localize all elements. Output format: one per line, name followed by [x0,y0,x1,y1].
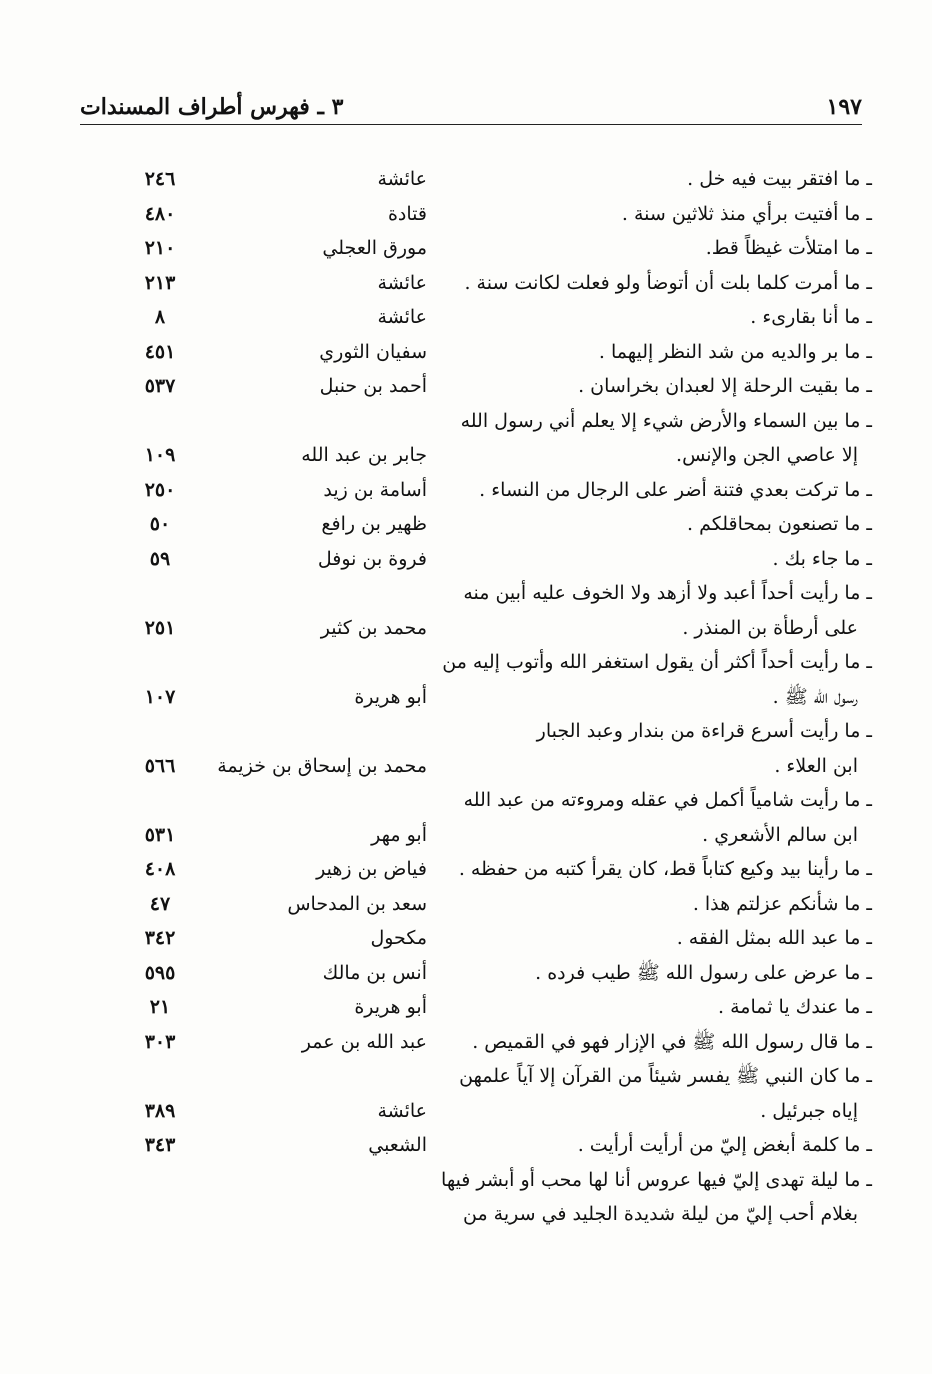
hadith-text: ـ ما رأيت أحداً أكثر أن يقول استغفر الله وأتوب إليه من [442,651,872,673]
page-reference: ٥٦٦ [144,754,176,777]
hadith-text: ـ ما بقيت الرحلة إلا لعبدان بخراسان . [578,375,872,397]
hadith-text: ابن سالم الأشعري . [702,823,858,846]
hadith-text: ـ ما عرض على رسول الله ﷺ طيب فرده . [535,961,872,984]
hadith-text: بغلام أحب إليّ من ليلة شديدة الجليد في سرية من [462,1203,858,1225]
index-row [0,542,932,577]
hadith-text: ـ ما أفتيت برأي منذ ثلاثين سنة . [621,202,872,225]
narrator: أبو هريرة [354,996,427,1018]
page-reference: ١٠٩ [144,444,176,466]
hadith-text: على أرطأة بن المنذر . [682,616,858,639]
index-row [0,404,932,439]
page-title: ٣ ـ فهرس أطراف المسندات [80,94,344,120]
hadith-text: ـ ما أمرت كلما بلت أن أتوضأ ولو فعلت لكانت سنة . [464,271,872,294]
hadith-text: ـ ما رأيت أحداً أعبد ولا أزهد ولا الخوف عليه أبين منه [463,582,872,604]
index-row [0,645,932,680]
page-number: ١٩٧ [826,94,862,120]
index-row [0,335,932,370]
page-reference: ٥٣٧ [144,375,176,397]
index-row [0,1025,932,1060]
index-row [0,852,932,887]
page-reference: ٣٠٣ [144,1030,176,1053]
hadith-text: ـ ما كلمة أبغض إليّ من أرأيت أرأيت . [577,1134,872,1156]
narrator: جابر بن عبد الله [301,444,427,466]
index-row [0,507,932,542]
hadith-text: ـ ما تركت بعدي فتنة أضر على الرجال من النساء . [479,478,872,501]
narrator: عائشة [377,271,427,294]
index-row [0,576,932,611]
narrator: ظهير بن رافع [321,513,427,535]
hadith-text: ـ ما رأينا بيد وكيع كتاباً قط، كان يقرأ كتبه من حفظه . [458,858,872,880]
hadith-text: ابن العلاء . [774,754,858,777]
hadith-text: ـ ما أنا بقارىء . [750,306,872,328]
hadith-text: ـ ما كان النبي ﷺ يفسر شيئاً من القرآن إلا آياً علمهن [459,1065,872,1087]
hadith-text: ـ ما تصنعون بمحاقلكم . [687,513,872,535]
hadith-text: ـ ما جاء بك . [772,547,872,570]
narrator: مكحول [370,927,427,949]
narrator: محمد بن كثير [320,616,427,639]
narrator: سعد بن المدحاس [287,892,427,915]
page-reference: ٤٨٠ [144,202,176,225]
page-reference: ٥٩ [149,547,171,570]
narrator: أحمد بن حنبل [319,375,427,397]
hadith-text: ـ ما قال رسول الله ﷺ في الإزار فهو في القميص . [472,1030,872,1053]
index-row [0,1128,932,1163]
index-row [0,956,932,991]
hadith-text: ـ ما عندك يا ثمامة . [718,996,872,1018]
index-row [0,197,932,232]
narrator: عبد الله بن عمر [301,1030,427,1053]
narrator: محمد بن إسحاق بن خزيمة [217,754,427,777]
hadith-text: ـ ما ليلة تهدى إليّ فيها عروس أنا لها محب أو أبشر فيها [441,1168,872,1191]
narrator: فروة بن نوفل [317,547,427,570]
index-row [0,1094,932,1129]
narrator: أبو مهر [371,823,427,846]
hadith-text: ـ ما بر والديه من شد النظر إليهما . [598,340,872,363]
index-row [0,818,932,853]
hadith-text: ـ ما امتلأت غيظاً قط. [705,237,872,259]
narrator: أنس بن مالك [322,961,427,984]
index-row [0,749,932,784]
index-row [0,1197,932,1232]
hadith-text: ـ ما رأيت أسرع قراءة من بندار وعبد الجبار [536,720,872,742]
index-row [0,680,932,715]
page-reference: ٢١ [149,996,171,1018]
index-row [0,783,932,818]
page-reference: ٢١٣ [144,271,176,294]
page-reference: ٢٥١ [144,616,176,639]
index-row [0,1163,932,1198]
narrator: قتادة [387,202,427,225]
index-row [0,369,932,404]
page-reference: ٤٠٨ [144,858,176,880]
page-header [80,84,862,125]
index-row [0,231,932,266]
index-row [0,1059,932,1094]
index-entries [0,162,932,1232]
page-reference: ٥٠ [149,513,171,535]
page-reference: ٣٤٢ [144,927,176,949]
page-reference: ٢٥٠ [144,478,176,501]
page-reference: ٥٩٥ [144,961,176,984]
page-reference: ٤٧ [149,892,171,915]
page-reference: ٥٣١ [144,823,176,846]
narrator: فياض بن زهير [316,858,427,880]
page-reference: ٢٤٦ [144,168,176,190]
index-row [0,300,932,335]
hadith-text: ـ ما شأنكم عزلتم هذا . [692,892,872,915]
narrator: عائشة [377,1099,427,1122]
hadith-text: إياه جبرئيل . [760,1099,858,1122]
page-reference: ٤٥١ [144,340,176,363]
hadith-text: ـ ما عبد الله بمثل الفقه . [676,927,872,949]
hadith-text: إلا عاصي الجن والإنس. [676,444,858,466]
index-row [0,611,932,646]
narrator: سفيان الثوري [319,340,427,363]
index-row [0,714,932,749]
index-row [0,473,932,508]
hadith-text: ـ ما بين السماء والأرض شيء إلا يعلم أني رسول الله [460,409,872,432]
index-row [0,162,932,197]
narrator: الشعبي [368,1134,427,1156]
page-reference: ٣٨٩ [144,1099,176,1122]
page-reference: ٢١٠ [144,237,176,259]
narrator: عائشة [377,168,427,190]
narrator: أسامة بن زيد [323,478,427,501]
index-row [0,990,932,1025]
narrator: مورق العجلي [322,237,427,259]
narrator: أبو هريرة [354,685,427,708]
index-row [0,921,932,956]
hadith-text: ـ ما افتقر بيت فيه خل . [687,168,872,190]
index-row [0,266,932,301]
index-row [0,887,932,922]
page-reference: ٨ [154,306,166,328]
page-reference: ١٠٧ [144,685,176,708]
hadith-text: رسول الله ﷺ . [772,685,858,708]
narrator: عائشة [377,306,427,328]
index-row [0,438,932,473]
hadith-text: ـ ما رأيت شامياً أكمل في عقله ومروءته من عبد الله [463,789,872,811]
page-reference: ٣٤٣ [144,1134,176,1156]
